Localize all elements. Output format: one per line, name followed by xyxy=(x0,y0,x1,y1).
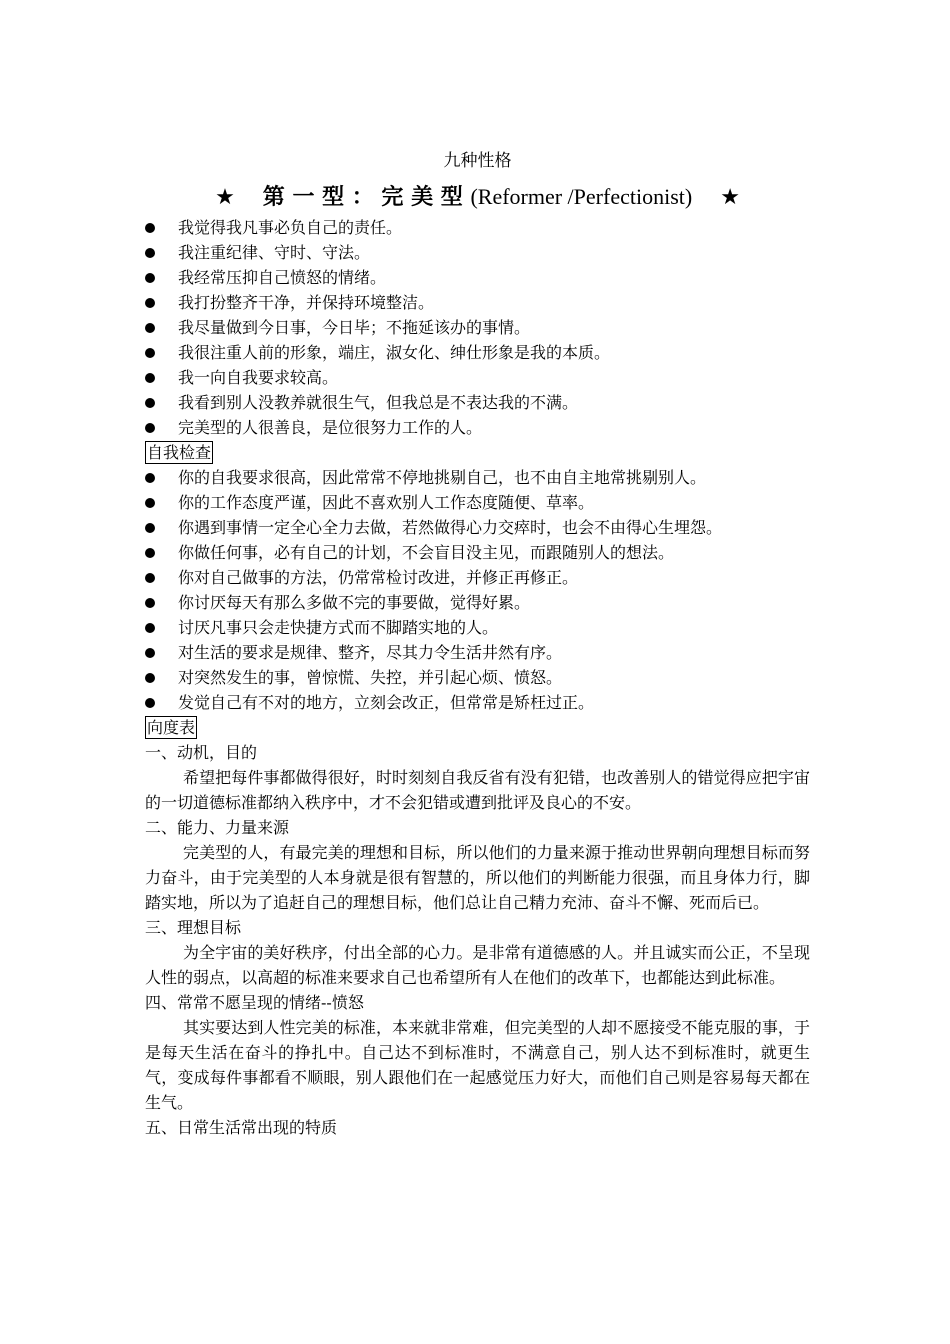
list-item: 我经常压抑自己愤怒的情绪。 xyxy=(145,265,810,290)
bullet-icon xyxy=(145,523,155,533)
list-item: 我打扮整齐干净，并保持环境整洁。 xyxy=(145,290,810,315)
list-item: 我注重纪律、守时、守法。 xyxy=(145,240,810,265)
bullet-icon xyxy=(145,423,155,433)
bullet-icon xyxy=(145,323,155,333)
bullet-icon xyxy=(145,248,155,258)
self-check-list xyxy=(145,465,810,715)
list-item: 你遇到事情一定全心全力去做，若然做得心力交瘁时，也会不由得心生埋怨。 xyxy=(145,515,810,540)
list-item: 讨厌凡事只会走快捷方式而不脚踏实地的人。 xyxy=(145,615,810,640)
bullet-icon xyxy=(145,473,155,483)
list-item: 你的工作态度严谨，因此不喜欢别人工作态度随便、草率。 xyxy=(145,490,810,515)
star-icon-right: ★ xyxy=(720,185,740,210)
list-item: 我觉得我凡事必负自己的责任。 xyxy=(145,215,810,240)
section-paragraph: 其实要达到人性完美的标准，本来就非常难，但完美型的人却不愿接受不能克服的事，于是每天生活在奋斗的挣扎中。自己达不到标准时，不满意自己，别人达不到标准时，就更生气，变成每件事都看不顺眼，别人跟他们在一起感觉压力好大，而他们自己则是容易每天都在生气。 xyxy=(145,1018,810,1112)
dimension-section xyxy=(145,1115,810,1140)
traits-list xyxy=(145,215,810,440)
section-paragraph: 完美型的人，有最完美的理想和目标，所以他们的力量来源于推动世界朝向理想目标而努力奋斗，由于完美型的人本身就是很有智慧的，所以他们的判断能力很强，而且身体力行，脚踏实地，所以为了追赶自己的理想目标，他们总让自己精力充沛、奋斗不懈、死而后已。 xyxy=(145,843,810,912)
bullet-icon xyxy=(145,648,155,658)
document-body xyxy=(145,150,810,1140)
bullet-icon xyxy=(145,273,155,283)
list-item: 我尽量做到今日事，今日毕；不拖延该办的事情。 xyxy=(145,315,810,340)
bullet-icon xyxy=(145,298,155,308)
bullet-icon xyxy=(145,223,155,233)
dimension-section xyxy=(145,990,810,1115)
type-heading xyxy=(145,182,810,213)
list-item: 我看到别人没教养就很生气，但我总是不表达我的不满。 xyxy=(145,390,810,415)
bullet-icon xyxy=(145,573,155,583)
section-title: 四、常常不愿呈现的情绪--愤怒 xyxy=(145,993,364,1012)
type-heading-latin: (Reformer /Perfectionist) xyxy=(470,184,693,209)
list-item: 你对自己做事的方法，仍常常检讨改进，并修正再修正。 xyxy=(145,565,810,590)
dimension-section xyxy=(145,815,810,915)
section-title: 一、动机，目的 xyxy=(145,743,258,762)
document-title: 九种性格 xyxy=(443,151,512,171)
list-item: 对生活的要求是规律、整齐，尽其力令生活井然有序。 xyxy=(145,640,810,665)
dimension-section xyxy=(145,915,810,990)
section-paragraph: 为全宇宙的美好秩序，付出全部的心力。是非常有道德感的人。并且诚实而公正，不呈现人性的弱点，以高超的标准来要求自己也希望所有人在他们的改革下，也都能达到此标准。 xyxy=(145,943,810,987)
bullet-icon xyxy=(145,398,155,408)
section-title: 二、能力、力量来源 xyxy=(145,818,290,837)
list-item: 你的自我要求很高，因此常常不停地挑剔自己，也不由自主地常挑剔别人。 xyxy=(145,465,810,490)
dimensions-label: 向度表 xyxy=(147,718,196,737)
list-item: 你讨厌每天有那么多做不完的事要做，觉得好累。 xyxy=(145,590,810,615)
bullet-icon xyxy=(145,373,155,383)
type-heading-cn: 第 一 型 ： 完 美 型 xyxy=(262,184,463,210)
bullet-icon xyxy=(145,348,155,358)
dimension-section xyxy=(145,740,810,815)
list-item: 对突然发生的事，曾惊慌、失控，并引起心烦、愤怒。 xyxy=(145,665,810,690)
section-title: 三、理想目标 xyxy=(145,918,242,937)
list-item: 你做任何事，必有自己的计划，不会盲目没主见，而跟随别人的想法。 xyxy=(145,540,810,565)
bullet-icon xyxy=(145,673,155,683)
bullet-icon xyxy=(145,498,155,508)
list-item: 我一向自我要求较高。 xyxy=(145,365,810,390)
list-item: 我很注重人前的形象，端庄，淑女化、绅仕形象是我的本质。 xyxy=(145,340,810,365)
list-item: 发觉自己有不对的地方，立刻会改正，但常常是矫枉过正。 xyxy=(145,690,810,715)
section-paragraph: 希望把每件事都做得很好，时时刻刻自我反省有没有犯错，也改善别人的错觉得应把宇宙的一切道德标准都纳入秩序中，才不会犯错或遭到批评及良心的不安。 xyxy=(145,768,810,812)
star-icon-left: ★ xyxy=(215,185,235,210)
bullet-icon xyxy=(145,698,155,708)
list-item: 完美型的人很善良，是位很努力工作的人。 xyxy=(145,415,810,440)
self-check-label: 自我检查 xyxy=(147,443,212,462)
bullet-icon xyxy=(145,623,155,633)
bullet-icon xyxy=(145,598,155,608)
section-title: 五、日常生活常出现的特质 xyxy=(145,1118,338,1137)
bullet-icon xyxy=(145,548,155,558)
